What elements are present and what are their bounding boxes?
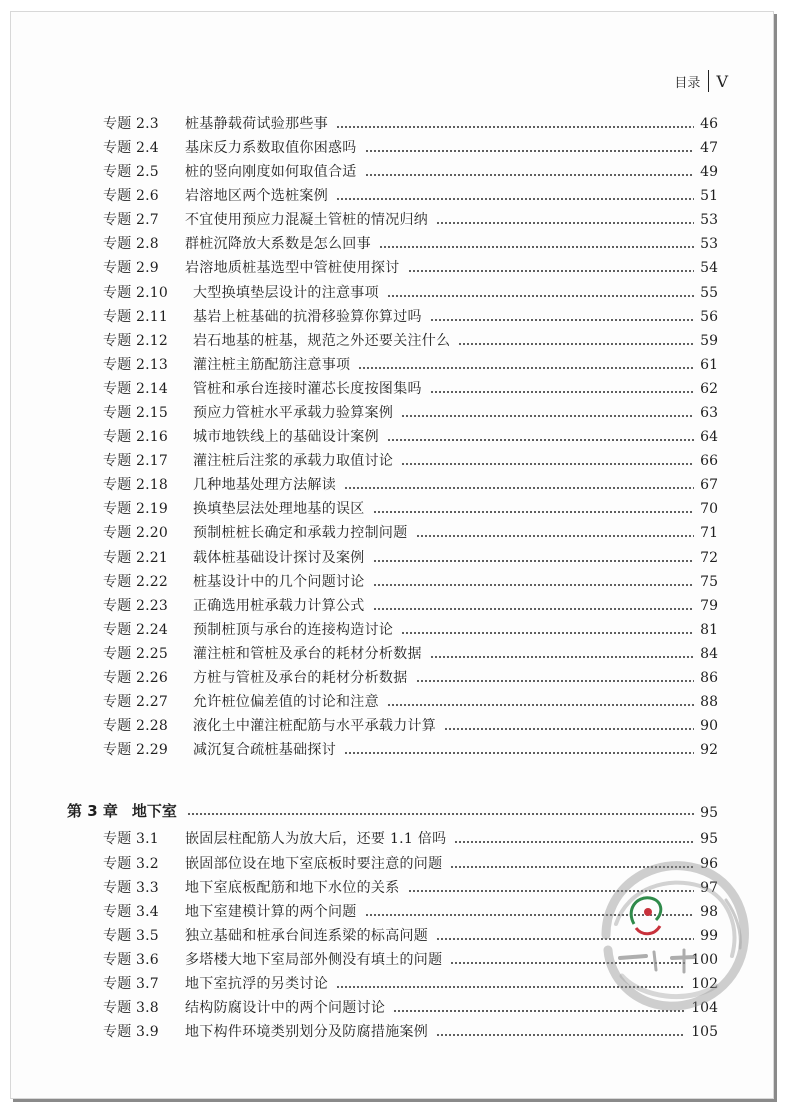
entry-page: 49 <box>700 164 718 180</box>
entry-page: 51 <box>700 188 718 204</box>
entry-page: 71 <box>700 525 718 541</box>
entry-page: 53 <box>700 212 718 228</box>
dot-leader <box>373 559 694 563</box>
entry-page: 72 <box>700 550 718 566</box>
dot-leader <box>430 390 694 394</box>
dot-leader <box>365 173 694 177</box>
dot-leader <box>393 1009 685 1013</box>
toc-entry[interactable] <box>103 183 718 205</box>
toc-entry[interactable] <box>103 255 718 277</box>
entry-page: 99 <box>700 928 718 944</box>
section-label: 目录 <box>674 75 701 91</box>
dot-leader <box>387 703 694 707</box>
entry-number: 专题 2.10 <box>103 285 169 301</box>
entry-title: 液化土中灌注桩配筋与水平承载力计算 <box>193 718 437 734</box>
dot-leader <box>450 961 685 965</box>
entry-title: 换填垫层法处理地基的误区 <box>193 501 365 517</box>
entry-title: 基床反力系数取值你困惑吗 <box>185 140 357 156</box>
entry-title: 灌注桩主筋配筋注意事项 <box>193 357 351 373</box>
entry-title: 预制桩顶与承台的连接构造讨论 <box>193 622 394 638</box>
entry-number: 专题 2.12 <box>103 333 169 349</box>
entry-title: 岩溶地区两个选桩案例 <box>185 188 328 204</box>
dot-leader <box>430 655 694 659</box>
chapter-number: 第 3 章 <box>67 802 118 820</box>
toc-entry[interactable] <box>103 593 718 615</box>
chapter-title: 地下室 <box>131 802 177 820</box>
toc-entry[interactable] <box>103 207 718 229</box>
entry-number: 专题 2.5 <box>103 164 159 180</box>
entry-number: 专题 2.29 <box>103 742 169 758</box>
entry-number: 专题 2.28 <box>103 718 169 734</box>
dot-leader <box>430 318 694 322</box>
entry-page: 79 <box>700 598 718 614</box>
dot-leader <box>358 366 694 370</box>
entry-page: 54 <box>700 260 718 276</box>
entry-number: 专题 3.2 <box>103 856 159 872</box>
entry-title: 独立基础和桩承台间连系梁的标高问题 <box>185 928 429 944</box>
toc-entry[interactable] <box>103 665 718 687</box>
entry-number: 专题 3.1 <box>103 831 159 847</box>
toc-entry[interactable] <box>103 1019 718 1041</box>
entry-title: 地下构件环境类别划分及防腐措施案例 <box>185 1024 429 1040</box>
toc-entry[interactable] <box>103 304 718 326</box>
toc-entry[interactable] <box>103 971 718 993</box>
entry-number: 专题 2.7 <box>103 212 159 228</box>
entry-number: 专题 2.26 <box>103 670 169 686</box>
toc-entry[interactable] <box>103 328 718 350</box>
entry-page: 46 <box>700 116 718 132</box>
toc-entry[interactable] <box>103 545 718 567</box>
entry-number: 专题 2.25 <box>103 646 169 662</box>
entry-page: 104 <box>691 1000 718 1016</box>
toc-entry[interactable] <box>103 159 718 181</box>
entry-page: 97 <box>700 880 718 896</box>
running-header <box>674 68 728 94</box>
dot-leader <box>336 985 685 989</box>
toc-entry[interactable] <box>103 400 718 422</box>
entry-title: 几种地基处理方法解读 <box>193 477 336 493</box>
dot-leader <box>336 197 694 201</box>
entry-title: 管桩和承台连接时灌芯长度按图集吗 <box>193 381 422 397</box>
dot-leader <box>401 414 694 418</box>
entry-title: 方桩与管桩及承台的耗材分析数据 <box>193 670 408 686</box>
dot-leader <box>416 534 695 538</box>
entry-page: 95 <box>700 831 718 847</box>
dot-leader <box>408 889 695 893</box>
toc-entry[interactable] <box>103 617 718 639</box>
toc-entry[interactable] <box>103 713 718 735</box>
dot-leader <box>365 149 694 153</box>
toc-entry[interactable] <box>103 520 718 542</box>
entry-title: 正确选用桩承载力计算公式 <box>193 598 365 614</box>
entry-page: 59 <box>700 333 718 349</box>
entry-title: 减沉复合疏桩基础探讨 <box>193 742 336 758</box>
entry-page: 64 <box>700 429 718 445</box>
toc-entry[interactable] <box>103 280 718 302</box>
entry-number: 专题 3.6 <box>103 952 159 968</box>
toc-entry[interactable] <box>103 569 718 591</box>
entry-number: 专题 2.27 <box>103 694 169 710</box>
chapter-heading[interactable] <box>67 797 718 821</box>
entry-title: 地下室底板配筋和地下水位的关系 <box>185 880 400 896</box>
toc-entry[interactable] <box>103 641 718 663</box>
toc-entry[interactable] <box>103 899 718 921</box>
entry-number: 专题 2.24 <box>103 622 169 638</box>
toc-entry[interactable] <box>103 231 718 253</box>
entry-title: 基岩上桩基础的抗滑移验算你算过吗 <box>193 309 422 325</box>
entry-number: 专题 3.9 <box>103 1024 159 1040</box>
toc-entry[interactable] <box>103 947 718 969</box>
entry-title: 预制桩桩长确定和承载力控制问题 <box>193 525 408 541</box>
toc-entry[interactable] <box>103 424 718 446</box>
dot-leader <box>436 1033 685 1037</box>
entry-page: 55 <box>700 285 718 301</box>
entry-page: 100 <box>691 952 718 968</box>
entry-title: 岩溶地质桩基选型中管桩使用探讨 <box>185 260 400 276</box>
dot-leader <box>454 840 694 844</box>
entry-number: 专题 3.7 <box>103 976 159 992</box>
toc-entry[interactable] <box>103 737 718 759</box>
entry-number: 专题 2.4 <box>103 140 159 156</box>
toc-entry[interactable] <box>103 851 718 873</box>
entry-number: 专题 2.3 <box>103 116 159 132</box>
entry-title: 多塔楼大地下室局部外侧没有填土的问题 <box>185 952 443 968</box>
entry-page: 88 <box>700 694 718 710</box>
entry-number: 专题 2.9 <box>103 260 159 276</box>
entry-title: 岩石地基的桩基，规范之外还要关注什么 <box>193 333 451 349</box>
entry-number: 专题 2.15 <box>103 405 169 421</box>
dot-leader <box>336 125 694 129</box>
entry-number: 专题 2.19 <box>103 501 169 517</box>
dot-leader <box>416 679 695 683</box>
entry-title: 载体桩基础设计探讨及案例 <box>193 550 365 566</box>
toc-entry[interactable] <box>103 135 718 157</box>
entry-page: 70 <box>700 501 718 517</box>
entry-title: 预应力管桩水平承载力验算案例 <box>193 405 394 421</box>
dot-leader <box>379 245 694 249</box>
entry-page: 98 <box>700 904 718 920</box>
entry-page: 62 <box>700 381 718 397</box>
entry-title: 嵌固层柱配筋人为放大后，还要 1.1 倍吗 <box>185 831 447 847</box>
dot-leader <box>344 486 694 490</box>
entry-page: 84 <box>700 646 718 662</box>
toc-entry[interactable] <box>103 111 718 133</box>
entry-title: 桩基设计中的几个问题讨论 <box>193 574 365 590</box>
toc-entry[interactable] <box>103 689 718 711</box>
entry-title: 结构防腐设计中的两个问题讨论 <box>185 1000 386 1016</box>
entry-title: 灌注桩后注浆的承载力取值讨论 <box>193 453 394 469</box>
entry-title: 城市地铁线上的基础设计案例 <box>193 429 379 445</box>
entry-title: 桩基静载荷试验那些事 <box>185 116 328 132</box>
dot-leader <box>458 342 694 346</box>
entry-number: 专题 2.14 <box>103 381 169 397</box>
entry-number: 专题 3.8 <box>103 1000 159 1016</box>
dot-leader <box>444 727 694 731</box>
entry-page: 81 <box>700 622 718 638</box>
entry-number: 专题 2.22 <box>103 574 169 590</box>
dot-leader <box>373 510 694 514</box>
entry-page: 53 <box>700 236 718 252</box>
entry-number: 专题 2.16 <box>103 429 169 445</box>
entry-title: 地下室抗浮的另类讨论 <box>185 976 328 992</box>
entry-page: 56 <box>700 309 718 325</box>
entry-number: 专题 2.11 <box>103 309 169 325</box>
entry-page: 66 <box>700 453 718 469</box>
dot-leader <box>344 751 694 755</box>
dot-leader <box>373 583 694 587</box>
toc-entry[interactable] <box>103 826 718 848</box>
dot-leader <box>187 812 694 816</box>
toc-entry[interactable] <box>103 448 718 470</box>
dot-leader <box>450 865 694 869</box>
entry-title: 允许桩位偏差值的讨论和注意 <box>193 694 379 710</box>
entry-number: 专题 2.13 <box>103 357 169 373</box>
entry-title: 灌注桩和管桩及承台的耗材分析数据 <box>193 646 422 662</box>
entry-page: 90 <box>700 718 718 734</box>
entry-number: 专题 3.5 <box>103 928 159 944</box>
toc-entry[interactable] <box>103 875 718 897</box>
entry-page: 63 <box>700 405 718 421</box>
dot-leader <box>401 462 694 466</box>
entry-number: 专题 3.3 <box>103 880 159 896</box>
entry-number: 专题 2.6 <box>103 188 159 204</box>
dot-leader <box>436 937 694 941</box>
entry-title: 不宜使用预应力混凝土管桩的情况归纳 <box>185 212 429 228</box>
dot-leader <box>373 607 694 611</box>
header-divider <box>708 70 709 92</box>
entry-number: 专题 2.20 <box>103 525 169 541</box>
entry-number: 专题 3.4 <box>103 904 159 920</box>
entry-title: 大型换填垫层设计的注意事项 <box>193 285 379 301</box>
entry-page: 92 <box>700 742 718 758</box>
chapter-page: 95 <box>700 805 718 821</box>
dot-leader <box>365 913 694 917</box>
entry-title: 桩的竖向刚度如何取值合适 <box>185 164 357 180</box>
entry-page: 47 <box>700 140 718 156</box>
dot-leader <box>401 631 694 635</box>
toc-entry[interactable] <box>103 995 718 1017</box>
entry-title: 群桩沉降放大系数是怎么回事 <box>185 236 371 252</box>
entry-page: 96 <box>700 856 718 872</box>
toc-entry[interactable] <box>103 352 718 374</box>
toc-entry[interactable] <box>103 472 718 494</box>
entry-page: 105 <box>691 1024 718 1040</box>
entry-page: 61 <box>700 357 718 373</box>
entry-title: 嵌固部位设在地下室底板时要注意的问题 <box>185 856 443 872</box>
toc-entry[interactable] <box>103 496 718 518</box>
entry-number: 专题 2.8 <box>103 236 159 252</box>
entry-number: 专题 2.18 <box>103 477 169 493</box>
entry-page: 102 <box>691 976 718 992</box>
dot-leader <box>436 221 694 225</box>
entry-page: 67 <box>700 477 718 493</box>
toc-entry[interactable] <box>103 923 718 945</box>
toc-entry[interactable] <box>103 376 718 398</box>
dot-leader <box>387 438 694 442</box>
entry-page: 75 <box>700 574 718 590</box>
entry-number: 专题 2.17 <box>103 453 169 469</box>
entry-number: 专题 2.23 <box>103 598 169 614</box>
dot-leader <box>387 294 694 298</box>
entry-number: 专题 2.21 <box>103 550 169 566</box>
page-number-roman: V <box>716 71 728 91</box>
dot-leader <box>408 269 695 273</box>
entry-page: 86 <box>700 670 718 686</box>
entry-title: 地下室建模计算的两个问题 <box>185 904 357 920</box>
